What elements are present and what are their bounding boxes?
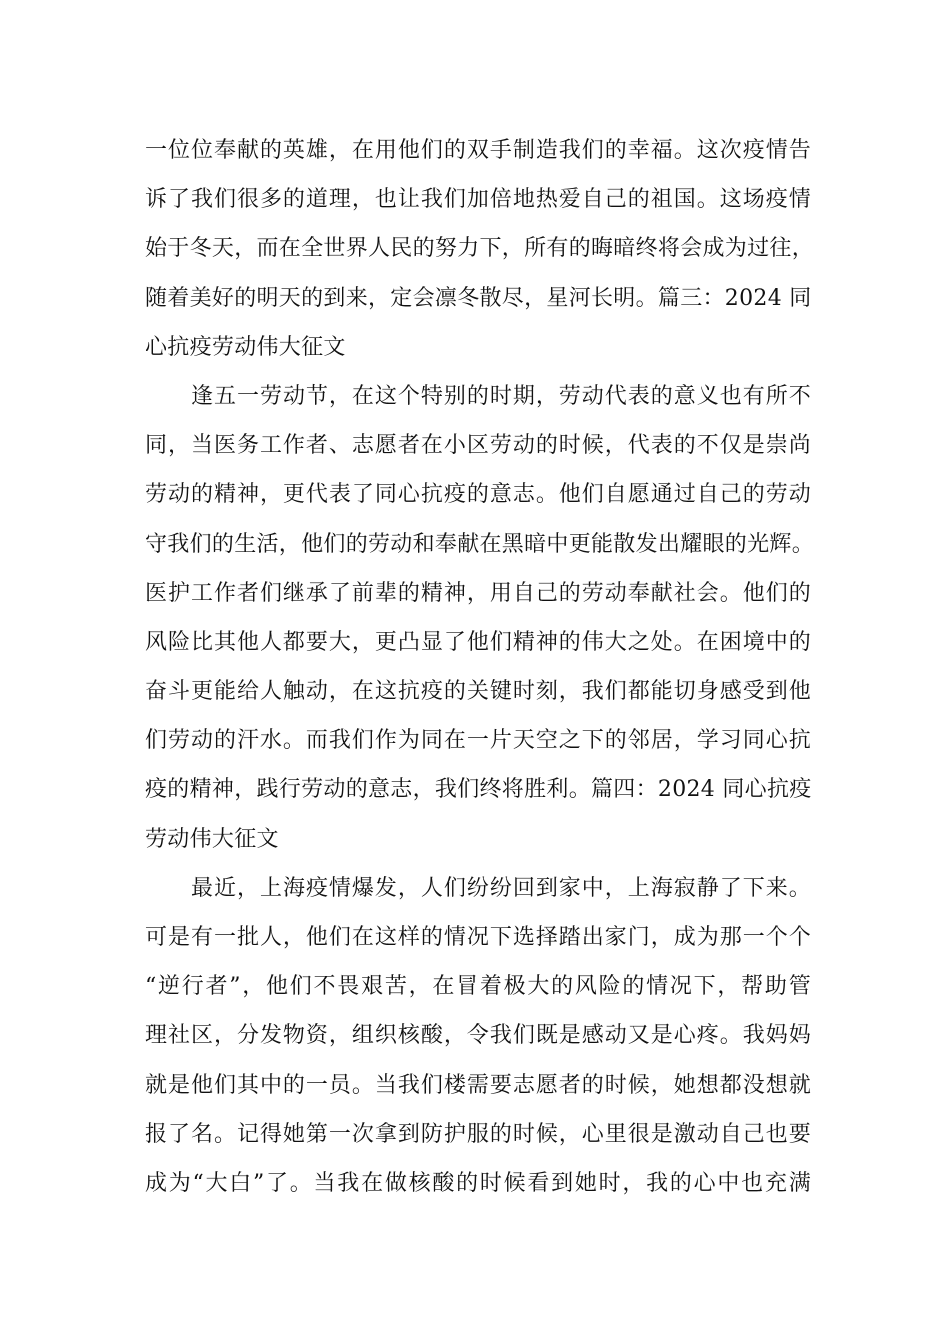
text-line: 同，当医务工作者、志愿者在小区劳动的时候，代表的不仅是崇尚: [145, 433, 811, 459]
text-line: 疫的精神，践行劳动的意志，我们终将胜利。篇四：2024 同心抗疫: [145, 777, 812, 803]
text-line: 一位位奉献的英雄，在用他们的双手制造我们的幸福。这次疫情告: [145, 138, 811, 163]
text-line: 理社区，分发物资，组织核酸，令我们既是感动又是心疼。我妈妈: [145, 1023, 811, 1049]
text-line: 逢五一劳动节，在这个特别的时期，劳动代表的意义也有所不: [191, 383, 811, 409]
text-line: 可是有一批人，他们在这样的情况下选择踏出家门，成为那一个个: [145, 925, 811, 950]
text-line: 诉了我们很多的道理，也让我们加倍地热爱自己的祖国。这场疫情: [145, 187, 811, 213]
text-line: 医护工作者们继承了前辈的精神，用自己的劳动奉献社会。他们的: [145, 580, 811, 606]
text-line: 最近，上海疫情爆发，人们纷纷回到家中，上海寂静了下来。: [191, 875, 811, 901]
text-line: 报了名。记得她第一次拿到防护服的时候，心里很是激动自己也要: [145, 1121, 811, 1147]
text-line: 成为“大白”了。当我在做核酸的时候看到她时，我的心中也充满: [145, 1170, 811, 1196]
text-line: 劳动的精神，更代表了同心抗疫的意志。他们自愿通过自己的劳动: [145, 482, 811, 508]
document-page: [145, 132, 815, 1214]
text-line: 守我们的生活，他们的劳动和奉献在黑暗中更能散发出耀眼的光辉。: [145, 531, 815, 557]
text-line: 们劳动的汗水。而我们作为同在一片天空之下的邻居，学习同心抗: [145, 728, 811, 754]
text-line: 始于冬天，而在全世界人民的努力下，所有的晦暗终将会成为过往，: [145, 236, 815, 262]
text-line: “逆行者”，他们不畏艰苦，在冒着极大的风险的情况下，帮助管: [145, 974, 811, 1000]
text-line: 风险比其他人都要大，更凸显了他们精神的伟大之处。在困境中的: [145, 629, 811, 655]
text-line: 奋斗更能给人触动，在这抗疫的关键时刻，我们都能切身感受到他: [145, 679, 811, 705]
text-line: 就是他们其中的一员。当我们楼需要志愿者的时候，她想都没想就: [145, 1072, 811, 1098]
text-line: 心抗疫劳动伟大征文: [145, 334, 346, 360]
text-line: 劳动伟大征文: [145, 826, 279, 852]
text-line: 随着美好的明天的到来，定会凛冬散尽，星河长明。篇三：2024 同: [145, 285, 812, 311]
